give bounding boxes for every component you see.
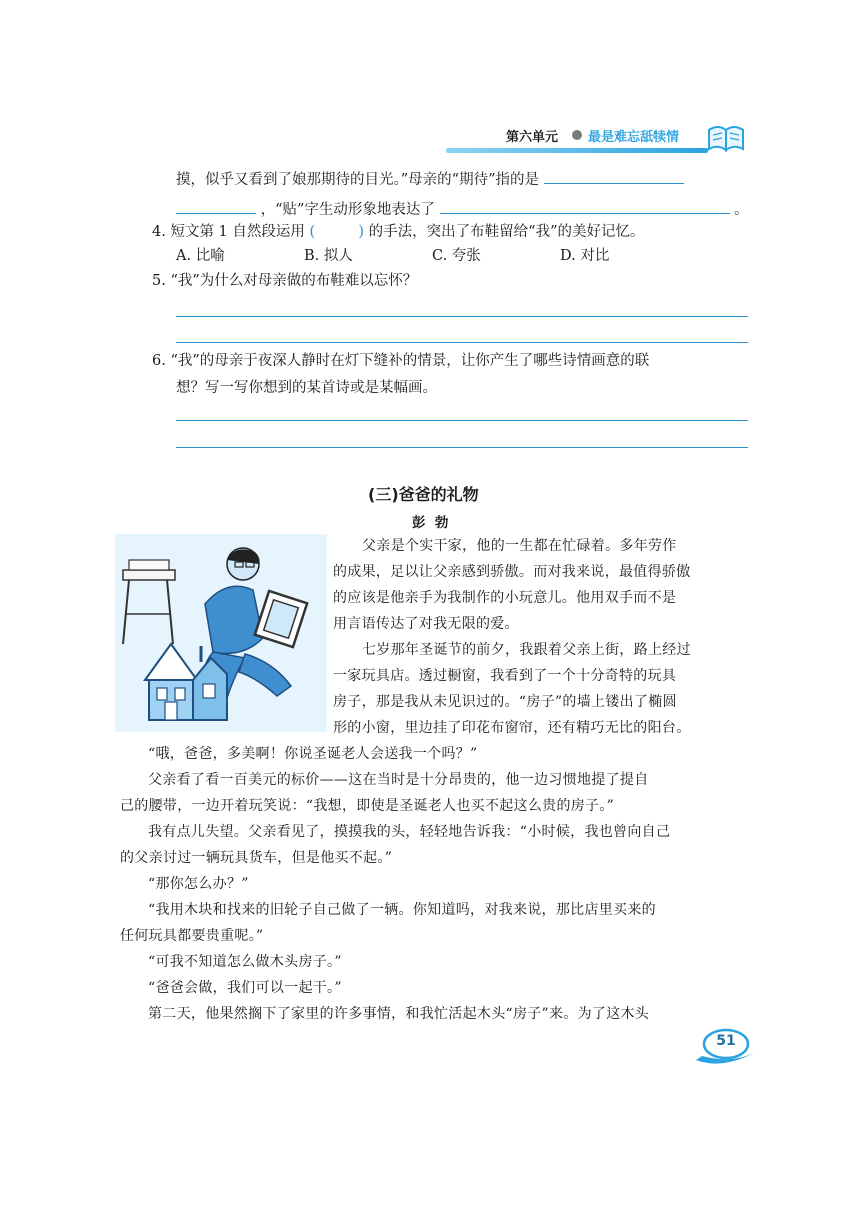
answer-line-6b[interactable] — [176, 447, 748, 448]
answer-line-5a[interactable] — [176, 316, 748, 317]
article-title: (三)爸爸的礼物 — [368, 485, 479, 504]
question-line-2-text: ，“贴”字生动形象地表达了 — [260, 202, 435, 218]
unit-title: 最是难忘舐犊情 — [588, 130, 680, 145]
option-c[interactable]: C. 夸张 — [432, 248, 481, 264]
paren-close: ) — [358, 224, 365, 240]
article-line-5b: 己的腰带，一边开着玩笑说：“我想，即使是圣诞老人也买不起这么贵的房子。” — [120, 798, 615, 814]
answer-blank-1[interactable] — [544, 167, 684, 184]
header-dot-icon — [572, 130, 582, 140]
article-paragraph-1-line-4: 用言语传达了对我无限的爱。 — [333, 616, 519, 632]
unit-label: 第六单元 — [506, 130, 559, 145]
page-header — [0, 0, 860, 160]
article-paragraph-1-line-1: 父亲是个实干家，他的一生都在忙碌着。多年劳作 — [362, 538, 677, 554]
article-line-8a: “我用木块和找来的旧轮子自己做了一辆。你知道吗，对我来说，那比店里买来的 — [148, 902, 656, 918]
question-line-1-text: 摸，似乎又看到了娘那期待的目光。”母亲的“期待”指的是 — [176, 172, 539, 188]
answer-blank-2[interactable] — [176, 197, 256, 214]
question-line-1 — [176, 167, 684, 190]
question-line-2-end: 。 — [734, 202, 749, 218]
article-paragraph-1-line-3: 的应该是他亲手为我制作的小玩意儿。他用双手而不是 — [333, 590, 677, 606]
option-d[interactable]: D. 对比 — [560, 248, 610, 264]
option-b[interactable]: B. 拟人 — [304, 248, 353, 264]
question-line-2 — [176, 197, 749, 220]
page-number: 51 — [716, 1033, 736, 1049]
article-author: 彭 勃 — [412, 515, 449, 531]
article-line-6a: 我有点儿失望。父亲看见了，摸摸我的头，轻轻地告诉我：“小时候，我也曾向自己 — [148, 824, 671, 840]
header-bar — [446, 148, 708, 153]
option-a[interactable]: A. 比喻 — [176, 248, 225, 264]
article-line-quote-2: “那你怎么办？” — [148, 876, 249, 892]
article-line-11: 第二天，他果然搁下了家里的许多事情，和我忙活起木头“房子”来。为了这木头 — [148, 1006, 650, 1022]
question-4-suffix: 的手法，突出了布鞋留给“我”的美好记忆。 — [368, 224, 645, 240]
article-line-8b: 任何玩具都要贵重呢。” — [120, 928, 264, 944]
answer-line-6a[interactable] — [176, 420, 748, 421]
article-paragraph-2-line-3: 房子，那是我从未见识过的。“房子”的墙上镂出了椭圆 — [333, 694, 677, 710]
answer-blank-3[interactable] — [440, 197, 730, 214]
article-paragraph-2-line-2: 一家玩具店。透过橱窗，我看到了一个十分奇特的玩具 — [333, 668, 677, 684]
question-6-line-2: 想？写一写你想到的某首诗或是某幅画。 — [176, 380, 437, 396]
article-line-quote-3: “可我不知道怎么做木头房子。” — [148, 954, 342, 970]
question-4 — [152, 222, 645, 242]
article-line-quote-4: “爸爸会做，我们可以一起干。” — [148, 980, 342, 996]
article-line-quote-1: “哦，爸爸，多美啊！你说圣诞老人会送我一个吗？” — [148, 746, 478, 762]
article-line-5a: 父亲看了看一百美元的标价——这在当时是十分昂贵的，他一边习惯地提了提自 — [148, 772, 649, 788]
article-line-6b: 的父亲讨过一辆玩具货车，但是他买不起。” — [120, 850, 393, 866]
open-book-icon — [706, 122, 746, 154]
question-6-line-1: 6. “我”的母亲于夜深人静时在灯下缝补的情景，让你产生了哪些诗情画意的联 — [152, 353, 650, 369]
article-paragraph-2-line-1: 七岁那年圣诞节的前夕，我跟着父亲上街，路上经过 — [362, 642, 691, 658]
answer-line-5b[interactable] — [176, 342, 748, 343]
illustration-father-building — [115, 534, 327, 732]
question-4-prefix: 4. 短文第 1 自然段运用 — [152, 224, 305, 240]
article-paragraph-2-line-4: 形的小窗，里边挂了印花布窗帘，还有精巧无比的阳台。 — [333, 720, 691, 736]
question-5: 5. “我”为什么对母亲做的布鞋难以忘怀？ — [152, 273, 418, 289]
paren-open: ( — [309, 224, 316, 240]
article-paragraph-1-line-2: 的成果，足以让父亲感到骄傲。而对我来说，最值得骄傲 — [333, 564, 691, 580]
